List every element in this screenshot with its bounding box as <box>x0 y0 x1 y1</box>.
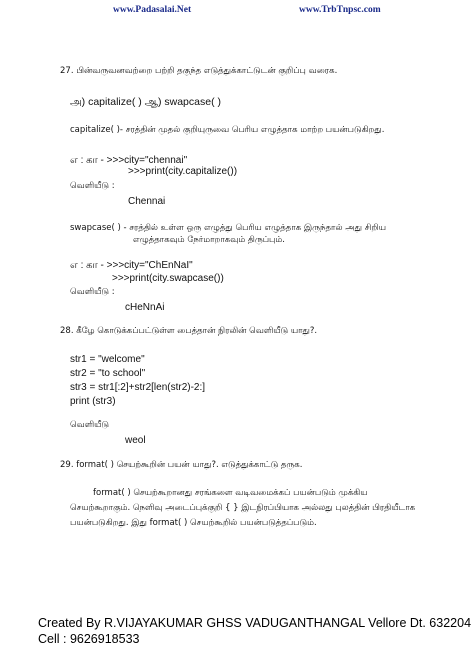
swapcase-output-value: cHeNnAi <box>125 302 165 313</box>
capitalize-example-line-2: >>>print(city.capitalize()) <box>128 166 238 177</box>
code-line-4: print (str3) <box>70 396 116 407</box>
question-27-options: அ) capitalize( ) ஆ) swapcase( ) <box>70 96 221 108</box>
capitalize-description: capitalize( )- சரத்தின் முதல் குறியுருவை பெரிய எழுத்தாக மாற்ற பயன்படுகிறது. <box>70 125 385 135</box>
question-29-paragraph-line-2: செயற்கூறாகும். நெளிவு அடைப்புக்குறி { } இடநிரப்பியாக அல்லது புலத்தின் பிரதியீடாக <box>70 503 416 513</box>
code-line-3: str3 = str1[:2]+str2[len(str2)-2:] <box>70 382 206 393</box>
code-line-2: str2 = "to school" <box>70 368 146 379</box>
swapcase-description-line-1: swapcase( ) - சரத்தில் உள்ள ஒரு எழுத்து பெரிய எழுத்தாக இருந்தால் அது சிறிய <box>70 223 386 233</box>
question-28-title: 28. கீழே கொடுக்கப்பட்டுள்ள பைத்தான் நிரலின் வெளியீடு யாது?. <box>60 326 318 336</box>
swapcase-example-line-1: எ : கா - >>>city="ChEnNaI" <box>70 260 193 271</box>
question-27-title: 27. பின்வருவனவற்றை பற்றி தகுந்த எடுத்துக்காட்டுடன் குறிப்பு வரைக. <box>60 66 338 76</box>
question-28-output-value: weol <box>125 435 146 446</box>
question-29-title: 29. format( ) செயற்கூறின் பயன் யாது?. எடுத்துக்காட்டு தருக. <box>60 460 303 470</box>
capitalize-output-label: வெளியீடு : <box>70 181 115 191</box>
question-29-paragraph-line-1: format( ) செயற்கூறானது சரங்களை வடிவமைக்கப் பயன்படும் முக்கிய <box>93 488 368 498</box>
question-29-paragraph-line-3: பயன்படுகிறது. இது format( ) செயற்கூறில் பயன்படுத்தப்படும். <box>70 518 317 528</box>
code-line-1: str1 = "welcome" <box>70 354 145 365</box>
swapcase-example-line-2: >>>print(city.swapcase()) <box>112 273 224 284</box>
swapcase-description-line-2: எழுத்தாகவும் நேர்மாறாகவும் திருப்பும். <box>133 235 285 245</box>
header-website-right: www.TrbTnpsc.com <box>299 5 381 15</box>
capitalize-output-value: Chennai <box>128 196 166 207</box>
question-28-output-label: வெளியீடு <box>70 420 110 430</box>
swapcase-output-label: வெளியீடு : <box>70 287 115 297</box>
capitalize-example-line-1: எ : கா - >>>city="chennai" <box>70 155 188 166</box>
footer-phone: Cell : 9626918533 <box>38 632 140 646</box>
footer-credit: Created By R.VIJAYAKUMAR GHSS VADUGANTHANGAL Vellore Dt. 632204 <box>38 616 472 630</box>
header-website-left: www.Padasalai.Net <box>113 5 192 15</box>
